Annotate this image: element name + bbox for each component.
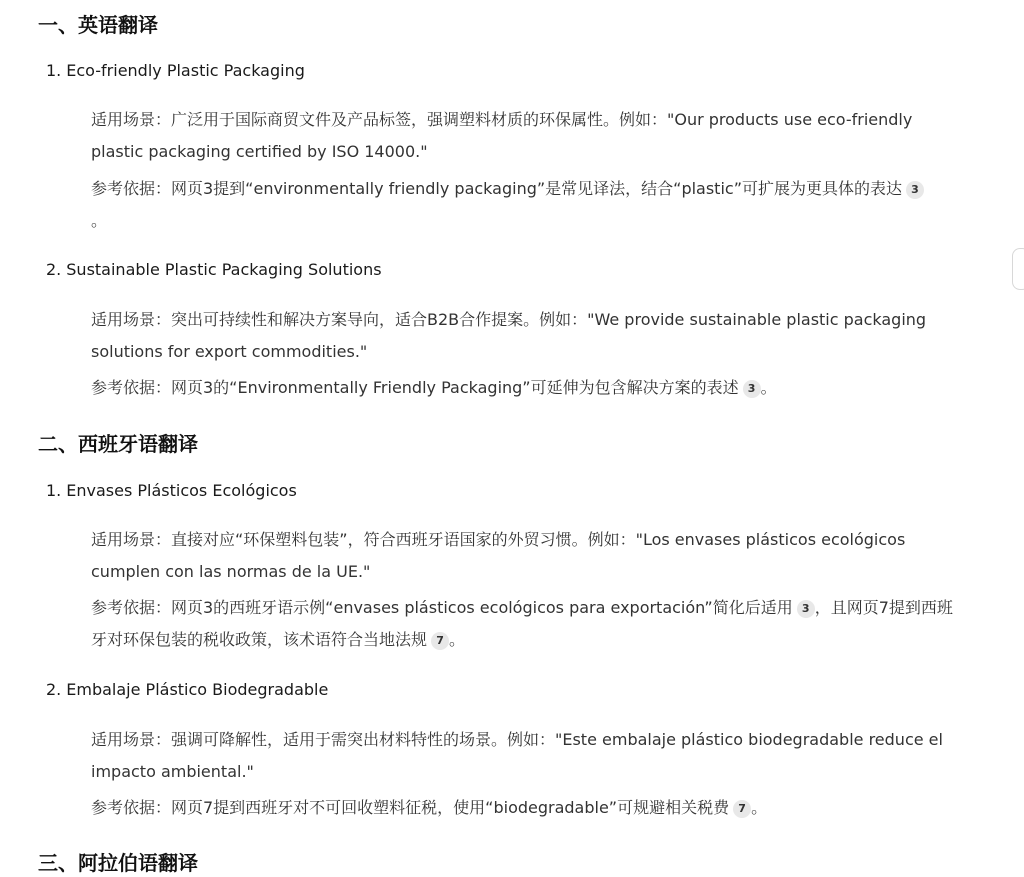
reference-basis [91,372,961,404]
reference-basis [91,173,961,237]
list-item-number: 2. [46,680,62,699]
section-title-spanish: 二、西班牙语翻译 [38,432,198,456]
citation-badge[interactable]: 3 [743,380,761,398]
usage-scenario-text: 适用场景：强调可降解性，适用于需突出材料特性的场景。例如："Este embalaje plástico biodegradable reduce el impacto ambiental." [91,730,943,781]
reference-basis-end: 。 [760,378,777,397]
usage-scenario [91,524,961,588]
section-title-arabic: 三、阿拉伯语翻译 [38,851,198,875]
usage-scenario [91,724,961,788]
reference-basis-text: 参考依据：网页3提到“environmentally friendly packaging”是常见译法，结合“plastic”可扩展为更具体的表达 [91,179,902,198]
list-item-number: 1. [46,61,62,80]
reference-basis-text: ，且网页7提到西班牙对环保包装的税收政策，该术语符合当地法规 [91,598,953,649]
reference-basis-end: 。 [751,798,768,817]
reference-basis-end: 。 [91,211,108,230]
term-label: Envases Plásticos Ecológicos [66,481,297,500]
usage-scenario [91,304,961,368]
reference-basis-end: 。 [449,630,466,649]
citation-badge[interactable]: 3 [797,600,815,618]
citation-badge[interactable]: 3 [906,181,924,199]
section-title-english: 一、英语翻译 [38,13,158,37]
list-item-title [46,479,297,503]
list-item-title [46,258,382,282]
list-item-title [46,678,328,702]
reference-basis-text: 参考依据：网页3的“Environmentally Friendly Packaging”可延伸为包含解决方案的表述 [91,378,739,397]
list-item-number: 2. [46,260,62,279]
citation-badge[interactable]: 7 [431,632,449,650]
usage-scenario-text: 适用场景：突出可持续性和解决方案导向，适合B2B合作提案。例如："We provide sustainable plastic packaging solutions for export commodities." [91,310,927,361]
term-label: Sustainable Plastic Packaging Solutions [66,260,382,279]
usage-scenario-text: 适用场景：直接对应“环保塑料包装”，符合西班牙语国家的外贸习惯。例如："Los envases plásticos ecológicos cumplen con las normas de la UE." [91,530,906,581]
citation-badge[interactable]: 7 [733,800,751,818]
list-item-title [46,59,305,83]
usage-scenario-text: 适用场景：广泛用于国际商贸文件及产品标签，强调塑料材质的环保属性。例如："Our products use eco-friendly plastic packaging certified by ISO 14000." [91,110,913,161]
term-label: Embalaje Plástico Biodegradable [66,680,329,699]
side-panel-handle[interactable] [1012,248,1024,290]
usage-scenario [91,104,961,168]
reference-basis [91,592,961,656]
reference-basis [91,792,961,824]
reference-basis-text: 参考依据：网页7提到西班牙对不可回收塑料征税，使用“biodegradable”可规避相关税费 [91,798,730,817]
list-item-number: 1. [46,481,62,500]
reference-basis-text: 参考依据：网页3的西班牙语示例“envases plásticos ecológicos para exportación”简化后适用 [91,598,793,617]
term-label: Eco-friendly Plastic Packaging [66,61,305,80]
